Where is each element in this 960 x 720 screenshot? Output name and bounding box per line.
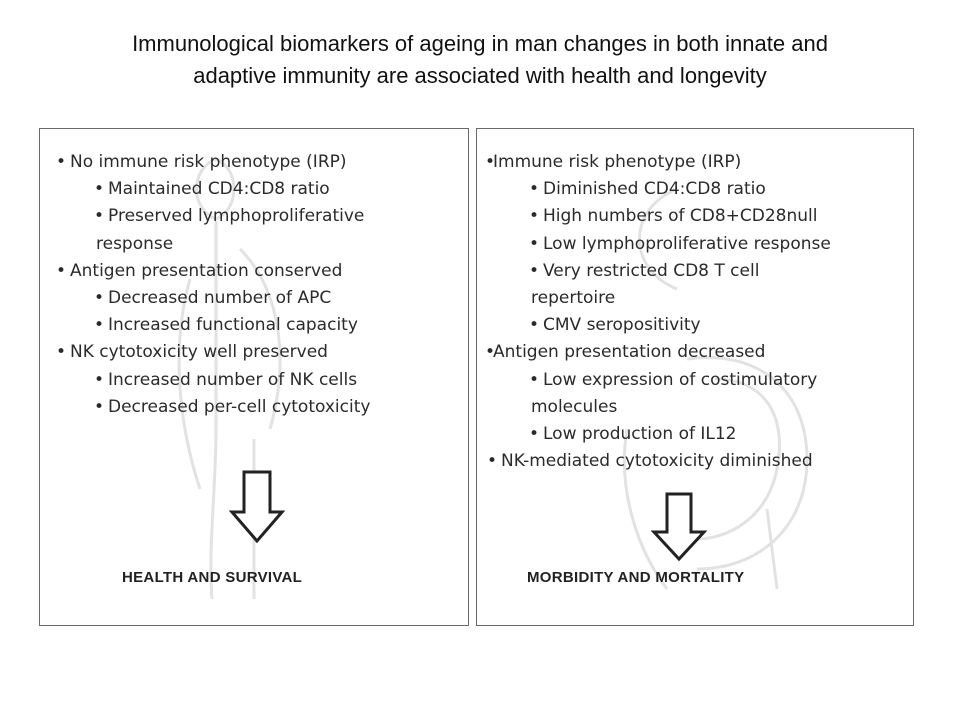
list-subitem [477, 421, 913, 448]
morbidity-outcome-label: MORBIDITY AND MORTALITY [527, 569, 745, 586]
morbidity-panel [476, 128, 914, 626]
morbidity-list [477, 149, 913, 475]
list-item [477, 339, 913, 366]
item-text: Low production of IL12 [543, 424, 737, 445]
item-text: Very restricted CD8 T cell [543, 260, 760, 281]
list-subitem [40, 367, 468, 394]
list-subitem [477, 367, 913, 394]
item-text: NK cytotoxicity well preserved [70, 342, 328, 363]
bullet-icon: • [94, 315, 105, 336]
bullet-icon: • [529, 179, 540, 200]
title-line-2: adaptive immunity are associated with health and longevity [193, 63, 767, 88]
item-text: Decreased per-cell cytotoxicity [108, 396, 371, 417]
item-text: Low lymphoproliferative response [543, 233, 831, 254]
list-subitem [477, 203, 913, 230]
item-text: Low expression of costimulatory [543, 369, 818, 390]
list-subitem [477, 258, 913, 285]
item-text: Preserved lymphoproliferative [108, 206, 365, 227]
list-item [40, 339, 468, 366]
list-subitem [40, 312, 468, 339]
health-panel [39, 128, 469, 626]
list-subitem [40, 203, 468, 230]
down-arrow-icon [651, 491, 707, 563]
item-text: Increased functional capacity [108, 315, 358, 336]
item-continuation: response [96, 233, 174, 254]
bullet-icon: • [94, 396, 105, 417]
bullet-icon: • [56, 342, 67, 363]
list-subitem [40, 394, 468, 421]
item-text: Antigen presentation conserved [70, 260, 343, 281]
title-line-1: Immunological biomarkers of ageing in man changes in both innate and [132, 31, 828, 56]
bullet-icon: • [94, 206, 105, 227]
item-text: Increased number of NK cells [108, 369, 358, 390]
page-title [40, 28, 920, 92]
bullet-icon: • [485, 152, 496, 172]
item-text: No immune risk phenotype (IRP) [70, 152, 347, 172]
bullet-icon: • [487, 451, 498, 472]
list-subitem [477, 231, 913, 258]
bullet-icon: • [529, 369, 540, 390]
item-text: Diminished CD4:CD8 ratio [543, 179, 766, 200]
item-text: Maintained CD4:CD8 ratio [108, 179, 330, 200]
item-continuation: molecules [531, 396, 618, 417]
health-outcome-label: HEALTH AND SURVIVAL [122, 569, 303, 586]
list-subitem [40, 285, 468, 312]
health-list [40, 149, 468, 421]
bullet-icon: • [529, 260, 540, 281]
list-subitem [477, 176, 913, 203]
item-text: NK-mediated cytotoxicity diminished [501, 451, 813, 472]
bullet-icon: • [56, 152, 67, 172]
bullet-icon: • [529, 315, 540, 336]
item-text: Decreased number of APC [108, 288, 332, 309]
bullet-icon: • [529, 206, 540, 227]
list-item [40, 149, 468, 176]
item-text: High numbers of CD8+CD28null [543, 206, 818, 227]
list-item [477, 149, 913, 176]
bullet-icon: • [94, 179, 105, 200]
item-continuation: repertoire [531, 288, 616, 309]
bullet-icon: • [94, 288, 105, 309]
item-text: Antigen presentation decreased [493, 342, 766, 363]
list-item [40, 258, 468, 285]
list-subitem [40, 176, 468, 203]
bullet-icon: • [485, 342, 496, 363]
bullet-icon: • [56, 260, 67, 281]
bullet-icon: • [529, 424, 540, 445]
item-text: Immune risk phenotype (IRP) [493, 152, 742, 172]
down-arrow-icon [229, 469, 285, 545]
list-subitem [477, 312, 913, 339]
item-text: CMV seropositivity [543, 315, 701, 336]
bullet-icon: • [94, 369, 105, 390]
list-item [477, 448, 913, 475]
bullet-icon: • [529, 233, 540, 254]
